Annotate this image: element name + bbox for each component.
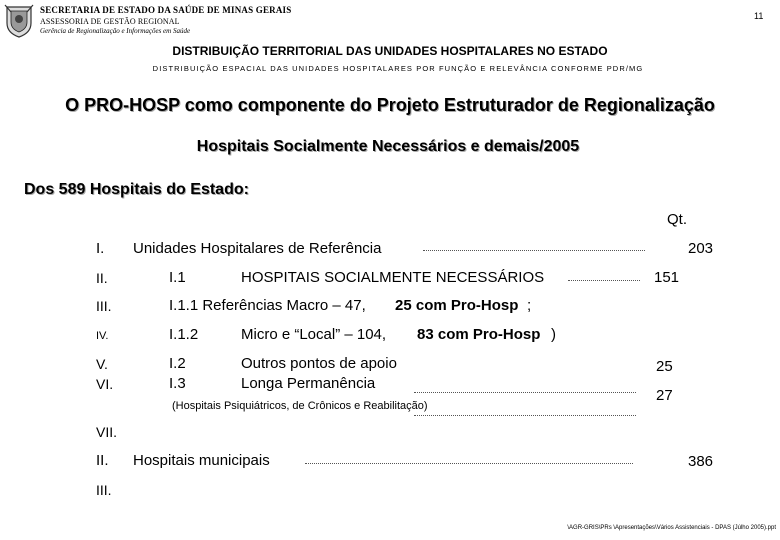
row3-num: III. — [96, 298, 112, 314]
row4-num: IV. — [96, 330, 109, 342]
row5-num: V. — [96, 356, 108, 372]
row6-note: (Hospitais Psiquiátricos, de Crônicos e Reabilitação) — [172, 400, 428, 412]
qt-label: Qt. — [667, 211, 688, 228]
heading-dos-hospitais: Dos 589 Hospitais do Estado: — [24, 181, 249, 198]
sub-title: DISTRIBUIÇÃO ESPACIAL DAS UNIDADES HOSPITALARES POR FUNÇÃO E RELEVÂNCIA CONFORME PDR/MG — [152, 64, 644, 73]
row2-code: I.1 — [169, 269, 186, 286]
row2-qty: 151 — [654, 269, 680, 286]
header-org: SECRETARIA DE ESTADO DA SAÚDE DE MINAS GERAIS — [40, 5, 292, 15]
row8-num: II. — [96, 452, 109, 469]
state-coat-of-arms-icon — [3, 3, 35, 39]
row5-qty: 25 — [656, 358, 673, 375]
row3-tail: ; — [527, 297, 532, 314]
heading-prohosp: O PRO-HOSP como componente do Projeto Estruturador de Regionalização — [65, 95, 715, 115]
row5-label: Outros pontos de apoio — [241, 355, 397, 372]
row1-qty: 203 — [688, 240, 714, 257]
row6-leader — [414, 392, 636, 393]
row4-label: Micro e “Local” – 104, — [241, 326, 387, 343]
heading-hospitais: Hospitais Socialmente Necessários e demais/2005 — [196, 138, 580, 155]
row1-num: I. — [96, 240, 105, 257]
row4-code: I.1.2 — [169, 326, 199, 343]
main-title: DISTRIBUIÇÃO TERRITORIAL DAS UNIDADES HOSPITALARES NO ESTADO — [172, 44, 608, 58]
row8-label: Hospitais municipais — [133, 452, 270, 469]
row2-label: HOSPITAIS SOCIALMENTE NECESSÁRIOS — [241, 269, 545, 286]
page-number: 11 — [754, 11, 764, 21]
row6-code: I.3 — [169, 375, 186, 392]
note-leader — [414, 415, 636, 416]
row8-qty: 386 — [688, 453, 714, 470]
row1-leader — [423, 250, 645, 251]
row2-leader — [568, 280, 640, 281]
row4-tail: ) — [551, 326, 556, 343]
row3-code: I.1.1 Referências Macro – 47, — [169, 297, 366, 314]
row2-num: II. — [96, 270, 108, 286]
row3-prohosp: 25 com Pro-Hosp — [395, 297, 519, 314]
row6-num: VI. — [96, 376, 114, 392]
row8-leader — [305, 463, 633, 464]
row9-num: III. — [96, 482, 112, 498]
row4-prohosp: 83 com Pro-Hosp — [417, 326, 541, 343]
header-dept: ASSESSORIA DE GESTÃO REGIONAL — [40, 17, 180, 26]
footer-path: \AGR-GRIS\PRs \Apresentações\Vários Assistenciais - DPAS (Júlho 2005).ppt — [567, 525, 776, 531]
row6-qty: 27 — [656, 387, 673, 404]
row7-num: VII. — [96, 424, 118, 440]
row1-label: Unidades Hospitalares de Referência — [133, 240, 382, 257]
row5-code: I.2 — [169, 355, 186, 372]
header-unit: Gerência de Regionalização e Informações em Saúde — [40, 27, 191, 35]
row6-label: Longa Permanência — [241, 375, 376, 392]
